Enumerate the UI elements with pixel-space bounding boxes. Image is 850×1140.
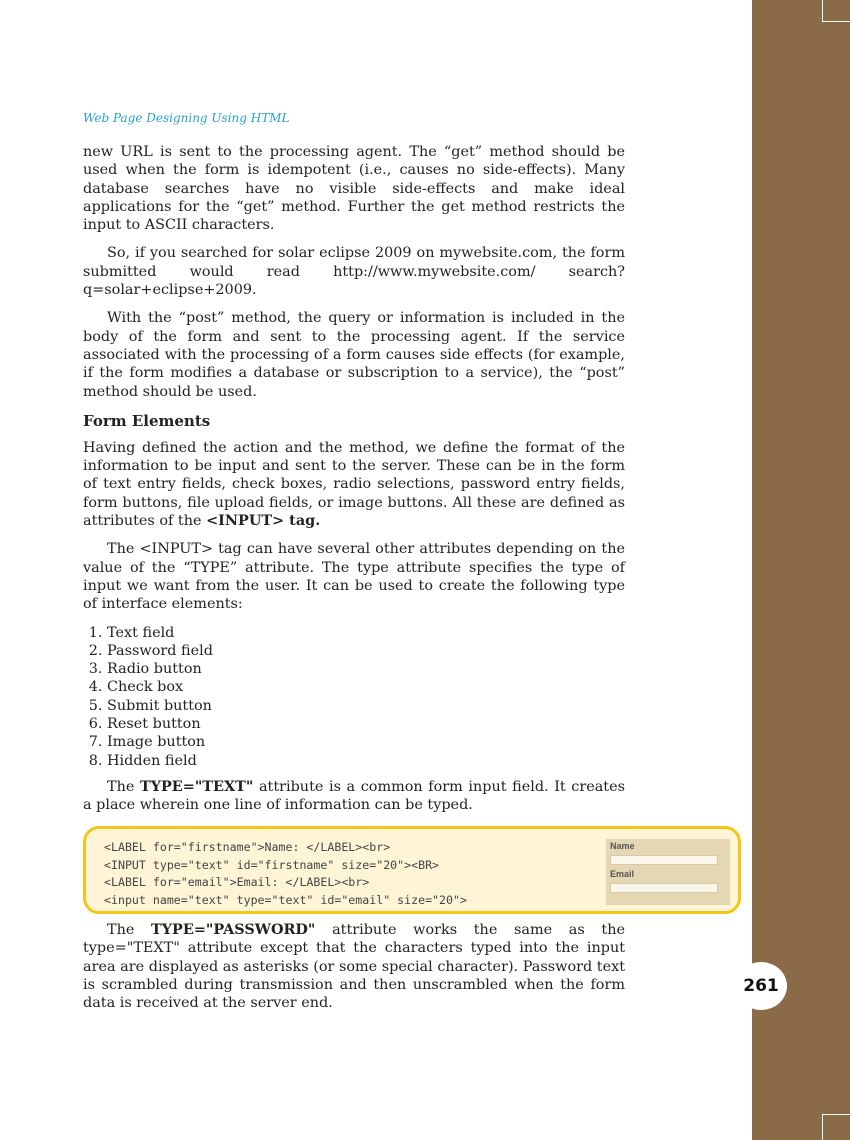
preview-label-email: Email [610, 869, 635, 879]
crop-mark-bottom [822, 1114, 850, 1140]
code-example-box [83, 826, 741, 914]
element-list [83, 624, 625, 770]
paragraph [83, 439, 625, 530]
code-block [104, 839, 467, 909]
code-line: <LABEL for="firstname">Name: </LABEL><br> [104, 840, 391, 854]
paragraph [83, 778, 625, 815]
form-preview-image [606, 839, 730, 905]
body-text [83, 143, 625, 825]
paragraph: So, if you searched for solar eclipse 2009 on mywebsite.com, the form submitted would read http://www.mywebsite.com/ search?q=solar+eclipse+2009. [83, 245, 625, 299]
paragraph-text: The [107, 922, 152, 938]
list-item: 8. Hidden field [107, 752, 625, 770]
paragraph: The <INPUT> tag can have several other attributes depending on the value of the “TYPE” attribute. The type attribute specifies the type of input we want from the user. It can be used to create the following type of interface elements: [83, 541, 625, 613]
paragraph-text: attribute works the same as the type="TEXT" attribute except that the characters typed into the input area are displayed as asterisks (or some special character). Password text is scrambled during transmission and then unscrambled when the form data is received at the server end. [83, 922, 625, 1012]
preview-label-name: Name [610, 841, 635, 851]
body-text-continued [83, 921, 625, 1012]
crop-mark-top [822, 0, 850, 22]
paragraph-text: Having defined the action and the method, we define the format of the information to be input and sent to the server. These can be in the form of text entry fields, check boxes, radio selections, password entry fields, form buttons, file upload fields, or image buttons. All these are defined as attributes of the [83, 439, 625, 530]
bold-text: TYPE="TEXT" [139, 777, 254, 795]
list-item: 1. Text field [107, 624, 625, 642]
list-item: 2. Password field [107, 642, 625, 660]
list-item: 3. Radio button [107, 660, 625, 678]
code-line: <LABEL for="email">Email: </LABEL><br> [104, 875, 370, 889]
paragraph-text: attribute is a common form input field. It creates a place wherein one line of information can be typed. [83, 778, 625, 814]
section-heading: Form Elements [83, 411, 211, 430]
list-item: 5. Submit button [107, 697, 625, 715]
paragraph: With the “post” method, the query or information is included in the body of the form and sent to the processing agent. If the service associated with the processing of a form causes side effects (for example, if the form modifies a database or subscription to a service), the “post” method should be used. [83, 310, 625, 400]
preview-email-field [610, 883, 718, 893]
paragraph-text: The [107, 778, 140, 795]
bold-text: <INPUT> tag. [206, 512, 321, 530]
page-number: 261 [735, 962, 787, 1010]
bold-text: TYPE="PASSWORD" [151, 921, 316, 938]
paragraph: new URL is sent to the processing agent. The “get” method should be used when the form is idempotent (i.e., causes no side-effects). Many database searches have no visible side-effects and make ideal applications for the “get” method. Further the get method restricts the input to ASCII characters. [83, 144, 625, 234]
list-item: 7. Image button [107, 733, 625, 751]
list-item: 6. Reset button [107, 715, 625, 733]
code-line: <input name="text" type="text" id="email" size="20"> [104, 892, 467, 907]
preview-name-field [610, 855, 718, 865]
paragraph [83, 921, 625, 1012]
code-line: <INPUT type="text" id="firstname" size="20"><BR> [104, 857, 440, 872]
list-item: 4. Check box [107, 678, 625, 696]
running-head: Web Page Designing Using HTML [83, 111, 290, 125]
